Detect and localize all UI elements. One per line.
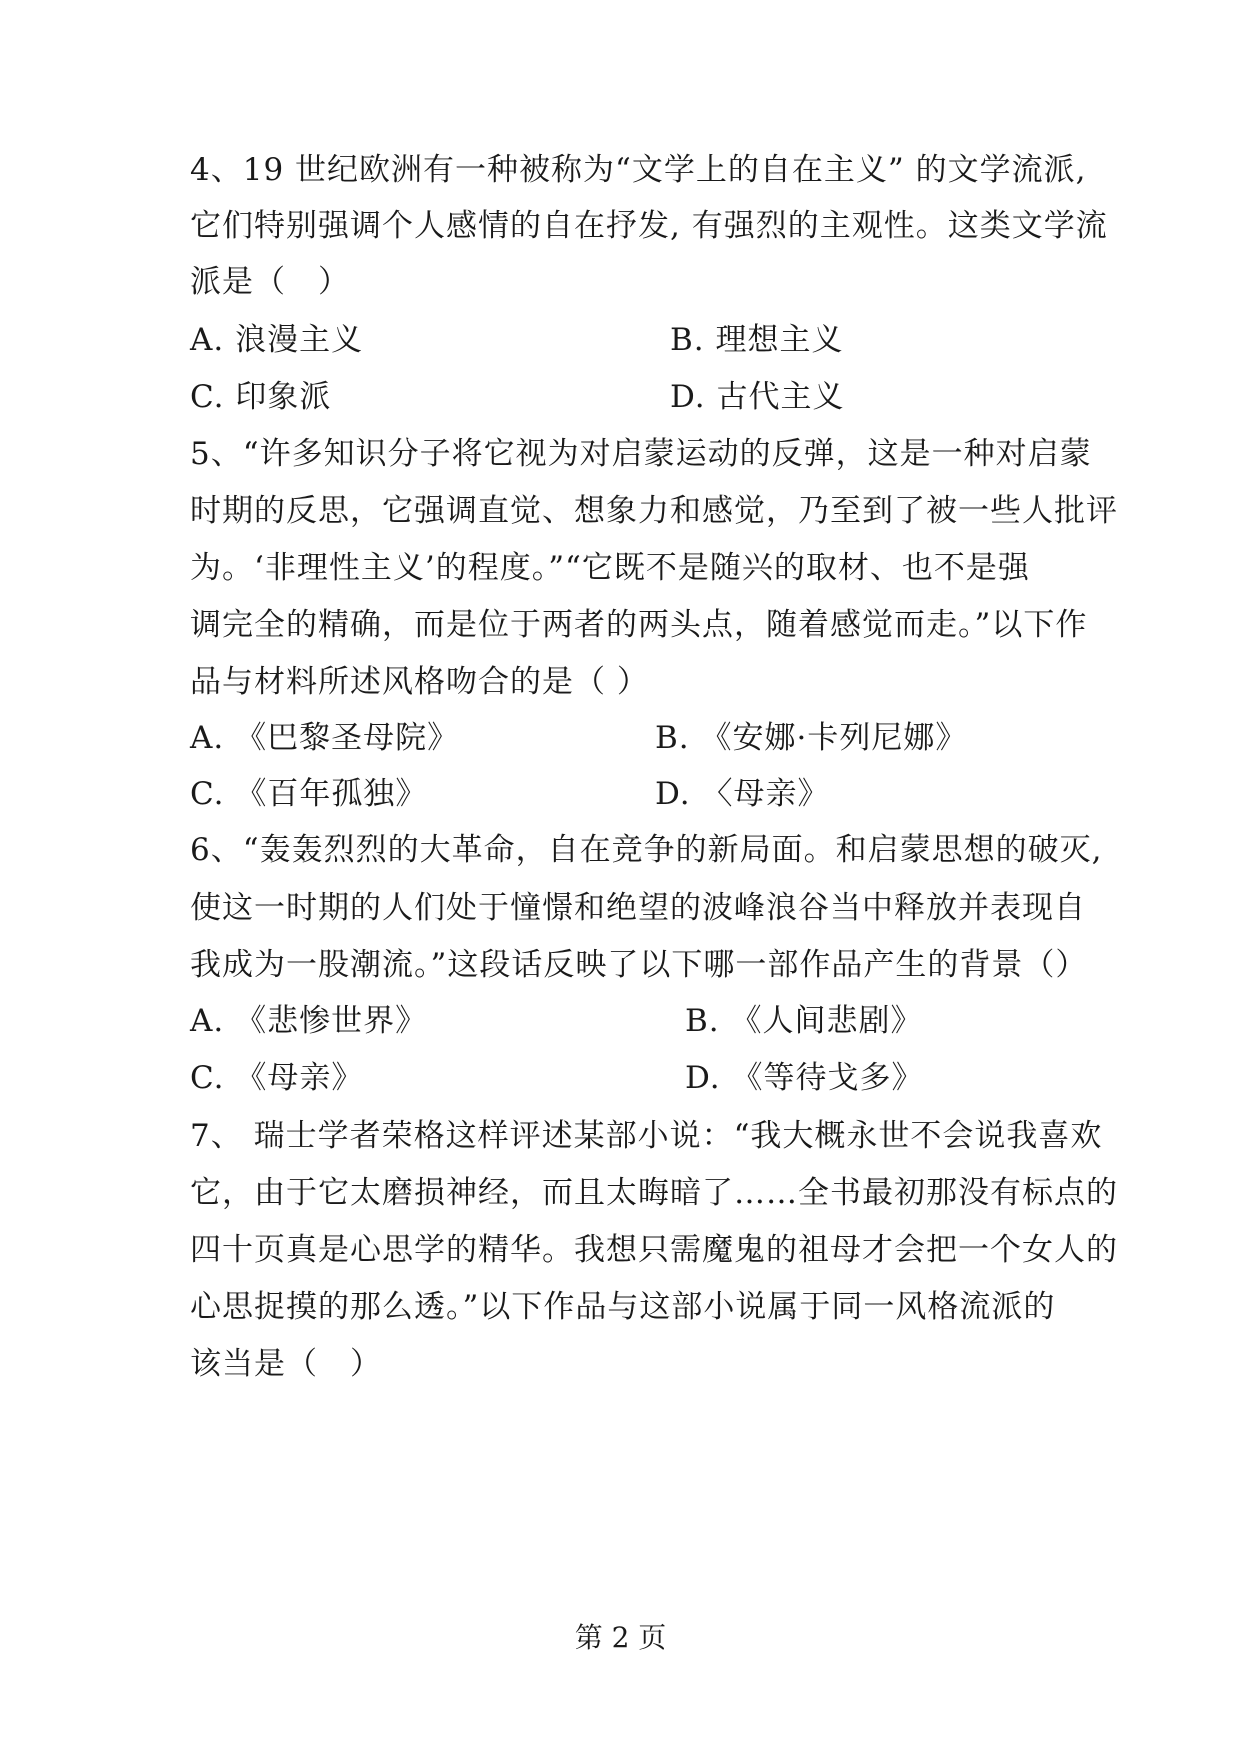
q6-option-b: B. 《人间悲剧》 [685,1003,923,1039]
q6-line-1: 6、“轰轰烈烈的大革命，自在竞争的新局面。和启蒙思想的破灭, [190,832,1103,868]
q6-line-3: 我成为一股潮流。”这段话反映了以下哪一部作品产生的背景（） [190,947,1088,983]
q4-option-c: C. 印象派 [190,379,332,415]
q5-line-3: 为。‘非理性主义’的程度。”“它既不是随兴的取材、也不是强 [190,550,1030,586]
q5-line-4: 调完全的精确，而是位于两者的两头点，随着感觉而走。”以下作 [190,607,1088,643]
q4-option-a: A. 浪漫主义 [190,322,364,358]
q7-line-5: 该当是（ ） [190,1346,382,1382]
q5-line-1: 5、“许多知识分子将它视为对启蒙运动的反弹，这是一种对启蒙 [190,436,1092,472]
q5-line-5: 品与材料所述风格吻合的是（ ） [190,664,649,700]
q7-line-1: 7、 瑞士学者荣格这样评述某部小说：“我大概永世不会说我喜欢 [190,1118,1103,1154]
q7-line-2: 它，由于它太磨损神经，而且太晦暗了……全书最初那没有标点的 [190,1175,1118,1211]
q5-line-2: 时期的反思，它强调直觉、想象力和感觉，乃至到了被一些人批评 [190,493,1118,529]
page-number: 第 2 页 [574,1621,667,1654]
q4-option-d: D. 古代主义 [670,379,845,415]
q5-option-a: A. 《巴黎圣母院》 [190,720,460,756]
q4-line-3: 派是（ ） [190,264,350,300]
q6-line-2: 使这一时期的人们处于憧憬和绝望的波峰浪谷当中释放并表现自 [190,890,1086,926]
q4-option-b: B. 理想主义 [670,322,844,358]
q5-option-c: C. 《百年孤独》 [190,776,428,812]
q5-option-b: B. 《安娜·卡列尼娜》 [655,720,968,756]
q4-line-1: 4、19 世纪欧洲有一种被称为“文学上的自在主义” 的文学流派, [190,152,1087,188]
q7-line-3: 四十页真是心思学的精华。我想只需魔鬼的祖母才会把一个女人的 [190,1232,1118,1268]
q6-option-c: C. 《母亲》 [190,1060,364,1096]
q6-option-d: D. 《等待戈多》 [685,1060,924,1096]
q4-line-2: 它们特别强调个人感情的自在抒发, 有强烈的主观性。这类文学流 [190,208,1108,244]
q7-line-4: 心思捉摸的那么透。”以下作品与这部小说属于同一风格流派的 [190,1289,1056,1325]
q6-option-a: A. 《悲惨世界》 [190,1003,428,1039]
q5-option-d: D. 〈母亲》 [655,776,830,812]
